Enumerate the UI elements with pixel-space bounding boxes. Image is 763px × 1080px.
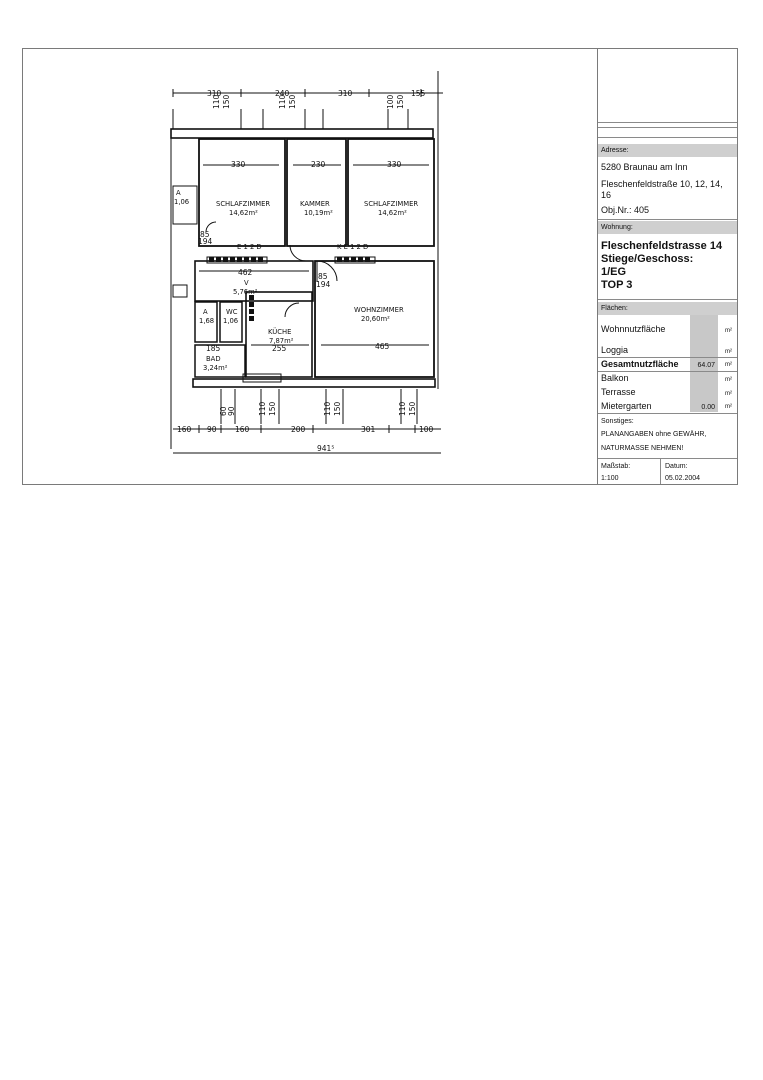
address-line-1: 5280 Braunau am Inn <box>601 162 688 172</box>
room-label-abstell: A <box>203 308 208 316</box>
dim-kueche-width: 255 <box>272 344 287 353</box>
dim-window-3: 110 <box>278 94 287 109</box>
area-unit-terrasse: m² <box>725 391 732 397</box>
sonstiges-header: Sonstiges: <box>601 418 634 425</box>
datum-label: Datum: <box>665 463 688 470</box>
dim-top-1: 310 <box>207 89 222 98</box>
label-ke12d-right: K E 1 2 D <box>337 243 369 251</box>
area-label-terrasse: Terrasse <box>601 387 636 397</box>
dim-top-3: 310 <box>338 89 353 98</box>
room-area-wc: 1,06 <box>223 317 239 325</box>
wohnung-street: Fleschenfeldstrasse 14 <box>601 240 723 252</box>
floor-plan-drawing <box>23 49 597 484</box>
area-label-mietergarten: Mietergarten <box>601 401 652 411</box>
area-unit-wohnnutzflaeche: m² <box>725 328 732 334</box>
area-unit-balkon: m² <box>725 377 732 383</box>
room-label-wohnzimmer: WOHNZIMMER <box>354 306 404 314</box>
dim-top-2: 240 <box>275 89 290 98</box>
note-line-2: NATURMASSE NEHMEN! <box>601 445 684 452</box>
dim-bottom-1: 160 <box>177 425 192 434</box>
room-label-kammer: KAMMER <box>300 200 330 208</box>
room-area-abstell-small: 1,06 <box>174 198 190 206</box>
massstab-label: Maßstab: <box>601 463 631 470</box>
room-area-kammer: 10,19m² <box>304 209 333 217</box>
note-line-1: PLANANGABEN ohne GEWÄHR, <box>601 431 707 438</box>
room-label-kueche: KÜCHE <box>268 328 292 336</box>
massstab-value: 1:100 <box>601 475 619 482</box>
dim-bottom-window-4: 150 <box>268 401 277 416</box>
dim-bottom-window-6: 150 <box>333 401 342 416</box>
datum-value: 05.02.2004 <box>665 475 701 482</box>
wohnung-top: TOP 3 <box>601 279 633 291</box>
dim-window-4: 150 <box>288 94 297 109</box>
room-area-kueche: 7,87m² <box>269 337 294 345</box>
area-value-mietergarten: 0.00 <box>701 404 715 411</box>
room-label-wc: WC <box>226 308 238 316</box>
object-number: Obj.Nr.: 405 <box>601 205 650 215</box>
dim-bad-width: 185 <box>206 344 221 353</box>
dim-bottom-6: 100 <box>419 425 434 434</box>
flaechen-header: Flächen: <box>598 302 737 315</box>
room-area-vorraum: 5,76m² <box>233 288 258 296</box>
dim-bottom-2: 90 <box>207 425 217 434</box>
title-block <box>597 49 737 484</box>
area-label-balkon: Balkon <box>601 373 629 383</box>
dim-wohnzimmer-width: 465 <box>375 342 390 351</box>
dim-bottom-4: 200 <box>291 425 306 434</box>
area-label-loggia: Loggia <box>601 345 629 355</box>
dim-window-1: 110 <box>212 94 221 109</box>
dim-kammer-width: 230 <box>311 160 326 169</box>
room-label-vorraum: V <box>244 279 249 287</box>
room-label-abstell-small: A <box>176 189 181 197</box>
room-area-wohnzimmer: 20,60m² <box>361 315 390 323</box>
dim-bottom-window-8: 150 <box>408 401 417 416</box>
label-194-left: 194 <box>198 237 213 246</box>
address-line-3: 16 <box>601 190 612 200</box>
area-label-wohnnutzflaeche: Wohnnutzfläche <box>601 324 666 334</box>
dim-schlaf-right-width: 330 <box>387 160 402 169</box>
wohnung-geschoss: 1/EG <box>601 266 627 278</box>
room-area-schlafzimmer-left: 14,62m² <box>229 209 258 217</box>
dim-vorraum-width: 462 <box>238 268 253 277</box>
room-area-bad: 3,24m² <box>203 364 228 372</box>
dim-bottom-window-1: 60 <box>219 406 228 416</box>
wohnung-stiege-label: Stiege/Geschoss: <box>601 253 694 265</box>
dim-schlaf-left-width: 330 <box>231 160 246 169</box>
area-unit-gesamtnutzflaeche: m² <box>725 362 732 368</box>
dim-total: 941⁵ <box>317 444 335 453</box>
area-value-gesamtnutzflaeche: 64.07 <box>697 362 715 369</box>
plan-sheet <box>22 48 738 485</box>
area-unit-loggia: m² <box>725 349 732 355</box>
label-194-mid: 194 <box>316 280 331 289</box>
address-line-2: Fleschenfeldstraße 10, 12, 14, <box>601 179 723 189</box>
dim-top-4: 155 <box>411 89 426 98</box>
room-area-schlafzimmer-right: 14,62m² <box>378 209 407 217</box>
dim-bottom-window-5: 110 <box>323 401 332 416</box>
room-label-bad: BAD <box>206 355 221 363</box>
dim-bottom-window-2: 90 <box>227 406 236 416</box>
address-header: Adresse: <box>598 144 737 157</box>
dim-bottom-window-7: 110 <box>398 401 407 416</box>
label-e12d-left: E 1 2 D <box>237 243 262 251</box>
label-85-mid: 85 <box>318 272 328 281</box>
dim-bottom-3: 160 <box>235 425 250 434</box>
dim-bottom-5: 301 <box>361 425 376 434</box>
wohnung-header: Wohnung: <box>598 221 737 234</box>
dim-bottom-window-3: 110 <box>258 401 267 416</box>
dim-window-2: 150 <box>222 94 231 109</box>
room-area-abstell: 1,68 <box>199 317 215 325</box>
room-label-schlafzimmer-right: SCHLAFZIMMER <box>364 200 419 208</box>
dim-window-5: 100 <box>386 94 395 109</box>
area-unit-mietergarten: m² <box>725 404 732 410</box>
dim-window-6: 150 <box>396 94 405 109</box>
area-label-gesamtnutzflaeche: Gesamtnutzfläche <box>601 359 679 369</box>
floor-plan <box>23 49 597 484</box>
room-label-schlafzimmer-left: SCHLAFZIMMER <box>216 200 271 208</box>
label-85-left: 85 <box>200 230 210 239</box>
